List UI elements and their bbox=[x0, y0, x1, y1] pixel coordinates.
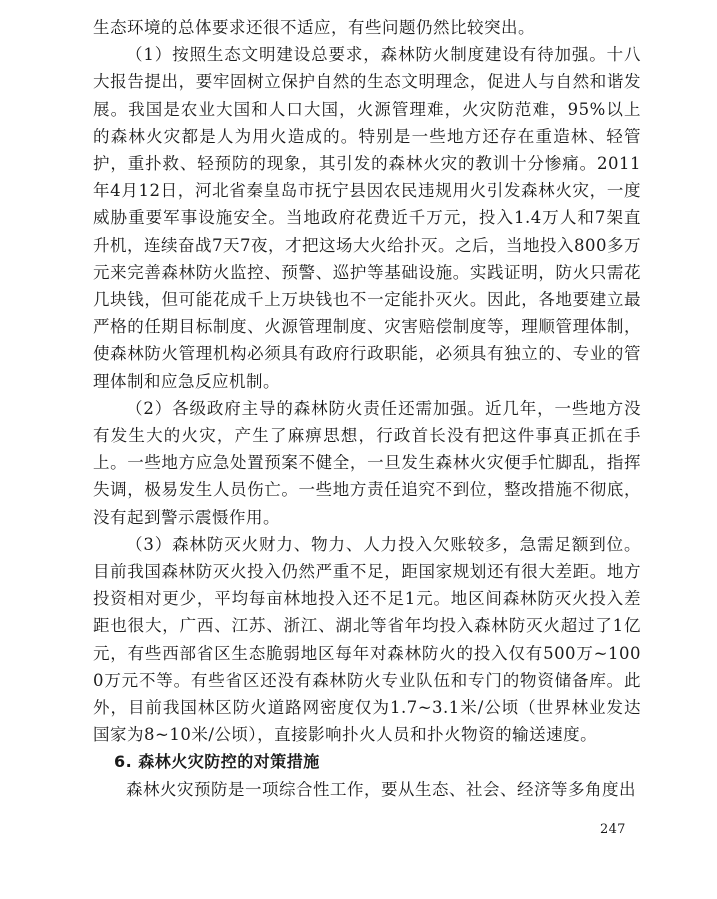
body-text bbox=[93, 14, 641, 803]
section-heading: 6. 森林火灾防控的对策措施 bbox=[114, 752, 320, 772]
paragraph-fire-prevention-system: （1）按照生态文明建设总要求，森林防火制度建设有待加强。十八大报告提出，要牢固树立保护自然的生态文明理念，促进人与自然和谐发展。我国是农业大国和人口大国，火源管理难，火灾防范难，95%以上的森林火灾都是人为用火造成的。特别是一些地方还存在重造林、轻管护，重扑救、轻预防的现象，其引发的森林火灾的教训十分惨痛。2011年4月12日，河北省秦皇岛市抚宁县因农民违规用火引发森林火灾，一度威胁重要军事设施安全。当地政府花费近千万元，投入1.4万人和7架直升机，连续奋战7天7夜，才把这场大火给扑灭。之后，当地投入800多万元来完善森林防火监控、预警、巡护等基础设施。实践证明，防火只需花几块钱，但可能花成千上万块钱也不一定能扑灭火。因此，各地要建立最严格的任期目标制度、火源管理制度、灾害赔偿制度等，理顺管理体制，使森林防火管理机构必须具有政府行政职能，必须具有独立的、专业的管理体制和应急反应机制。 bbox=[93, 45, 641, 391]
paragraph-continuation: 生态环境的总体要求还很不适应，有些问题仍然比较突出。 bbox=[93, 18, 535, 37]
page-number: 247 bbox=[600, 822, 626, 837]
paragraph-government-responsibility: （2）各级政府主导的森林防火责任还需加强。近几年，一些地方没有发生大的火灾，产生了麻痹思想，行政首长没有把这件事真正抓在手上。一些地方应急处置预案不健全，一旦发生森林火灾便手忙脚乱，指挥失调，极易发生人员伤亡。一些地方责任追究不到位，整改措施不彻底，没有起到警示震慑作用。 bbox=[93, 398, 641, 527]
paragraph-investment-shortfall: （3）森林防灭火财力、物力、人力投入欠账较多，急需足额到位。目前我国森林防灭火投入仍然严重不足，距国家规划还有很大差距。地方投资相对更少，平均每亩林地投入还不足1元。地区间森林防灭火投入差距也很大，广西、江苏、浙江、湖北等省年均投入森林防灭火超过了1亿元，有些西部省区生态脆弱地区每年对森林防火的投入仅有500万~1000万元不等。有些省区还没有森林防火专业队伍和专门的物资储备库。此外，目前我国林区防火道路网密度仅为1.7~3.1米/公顷（世界林业发达国家为8~10米/公顷），直接影响扑火人员和扑火物资的输送速度。 bbox=[93, 534, 641, 745]
paragraph-prevention-intro: 森林火灾预防是一项综合性工作，要从生态、社会、经济等多角度出 bbox=[126, 779, 636, 799]
